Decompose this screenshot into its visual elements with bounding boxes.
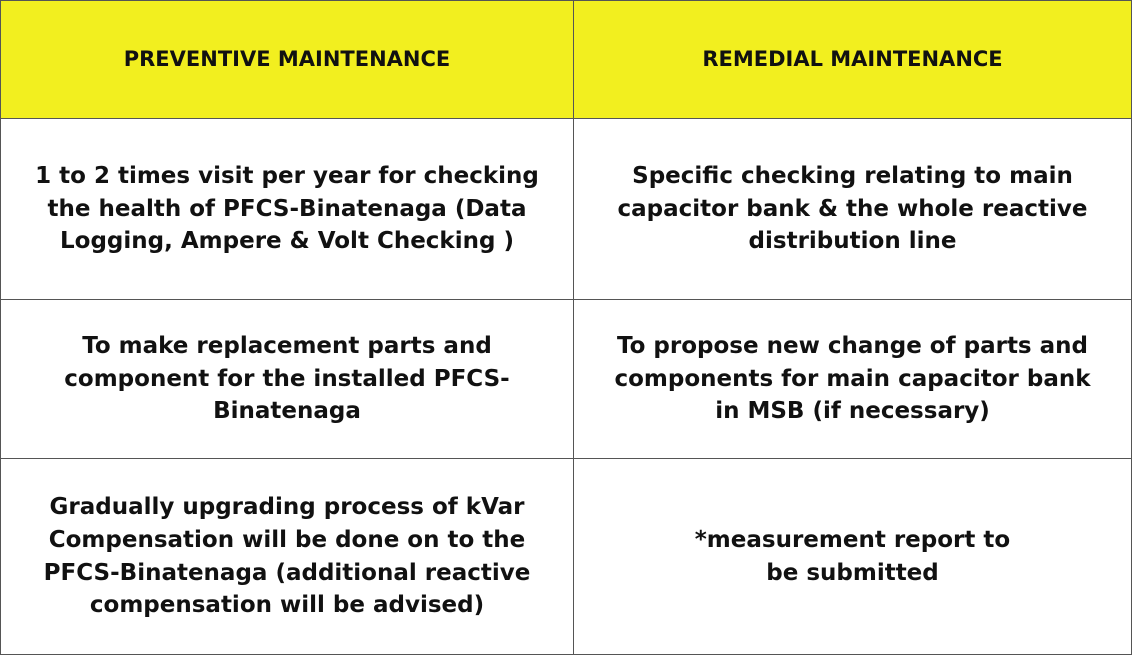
table-row (1, 300, 1132, 459)
preventive-cell (1, 459, 574, 655)
preventive-header-text: PREVENTIVE MAINTENANCE (123, 46, 451, 71)
remedial-maintenance-header (574, 1, 1132, 119)
remedial-cell (574, 119, 1132, 300)
preventive-cell-text: To make replacement parts and component for the installed PFCS- Binatenaga (64, 333, 510, 425)
preventive-cell-text: Gradually upgrading process of kVar Compensation will be done on to the PFCS-Binatenaga (additional reactive compensation will be advised) (43, 494, 531, 619)
remedial-cell (574, 300, 1132, 459)
preventive-cell (1, 119, 574, 300)
table-row (1, 459, 1132, 655)
table-row (1, 119, 1132, 300)
remedial-cell-text: Specific checking relating to main capacitor bank & the whole reactive distribution line (617, 163, 1088, 255)
preventive-cell-text: 1 to 2 times visit per year for checking the health of PFCS-Binatenaga (Data Logging, Ampere & Volt Checking ) (35, 163, 539, 255)
preventive-maintenance-header (1, 1, 574, 119)
remedial-cell-text: *measurement report to be submitted (694, 526, 1011, 586)
remedial-header-text: REMEDIAL MAINTENANCE (702, 46, 1003, 71)
preventive-cell (1, 300, 574, 459)
remedial-cell-text: To propose new change of parts and components for main capacitor bank in MSB (if necessary) (614, 333, 1091, 425)
remedial-cell (574, 459, 1132, 655)
header-row (1, 1, 1132, 119)
